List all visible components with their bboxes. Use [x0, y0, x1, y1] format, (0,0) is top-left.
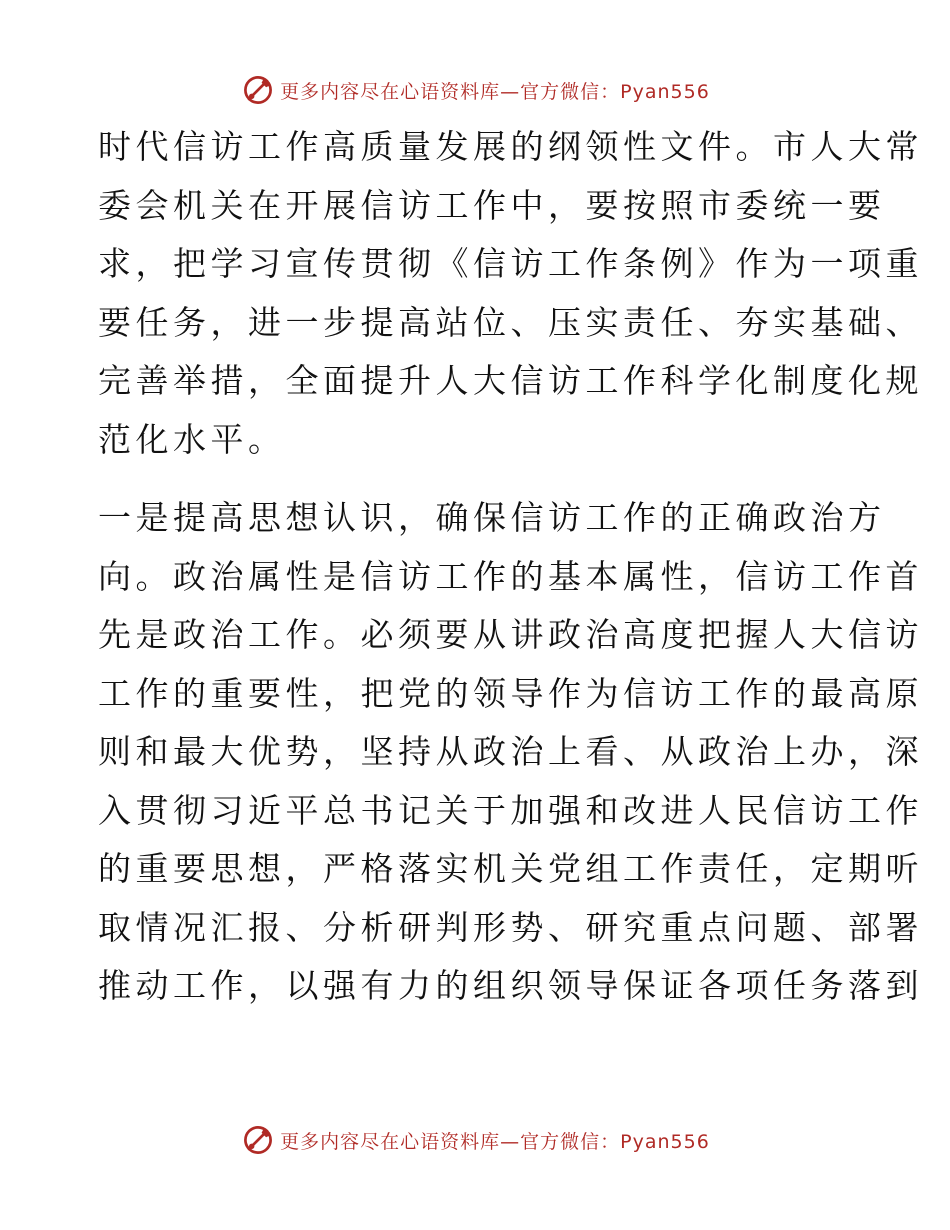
footer-banner-text: 更多内容尽在心语资料库—官方微信：Pyan556	[280, 1130, 710, 1153]
text-line: 的重要思想，严格落实机关党组工作责任，定期听	[98, 849, 923, 888]
text-line: 要任务，进一步提高站位、压实责任、夯实基础、	[98, 302, 923, 342]
text-line: 取情况汇报、分析研判形势、研究重点问题、部署	[98, 907, 923, 947]
logo-icon	[240, 1122, 276, 1158]
paragraph-2	[98, 489, 923, 1016]
text-line: 范化水平。	[98, 419, 286, 459]
text-line: 一是提高思想认识，确保信访工作的正确政治方	[98, 498, 886, 537]
header-banner	[0, 70, 950, 110]
text-line: 则和最大优势，坚持从政治上看、从政治上办，深	[98, 732, 923, 771]
logo-icon	[240, 72, 276, 108]
text-line: 求，把学习宣传贯彻《信访工作条例》作为一项重	[98, 244, 923, 283]
document-body	[98, 118, 923, 1016]
text-line: 推动工作，以强有力的组织领导保证各项任务落到	[98, 966, 923, 1005]
text-line: 时代信访工作高质量发展的纲领性文件。市人大常	[98, 127, 923, 166]
text-line: 工作的重要性，把党的领导作为信访工作的最高原	[98, 673, 923, 713]
text-line: 入贯彻习近平总书记关于加强和改进人民信访工作	[98, 790, 923, 830]
footer-banner	[0, 1120, 950, 1160]
paragraph-1	[98, 118, 923, 469]
text-line: 向。政治属性是信访工作的基本属性，信访工作首	[98, 556, 923, 596]
text-line: 完善举措，全面提升人大信访工作科学化制度化规	[98, 361, 923, 400]
text-line: 委会机关在开展信访工作中，要按照市委统一要	[98, 185, 886, 225]
text-line: 先是政治工作。必须要从讲政治高度把握人大信访	[98, 615, 923, 654]
header-banner-text: 更多内容尽在心语资料库—官方微信：Pyan556	[280, 80, 710, 103]
